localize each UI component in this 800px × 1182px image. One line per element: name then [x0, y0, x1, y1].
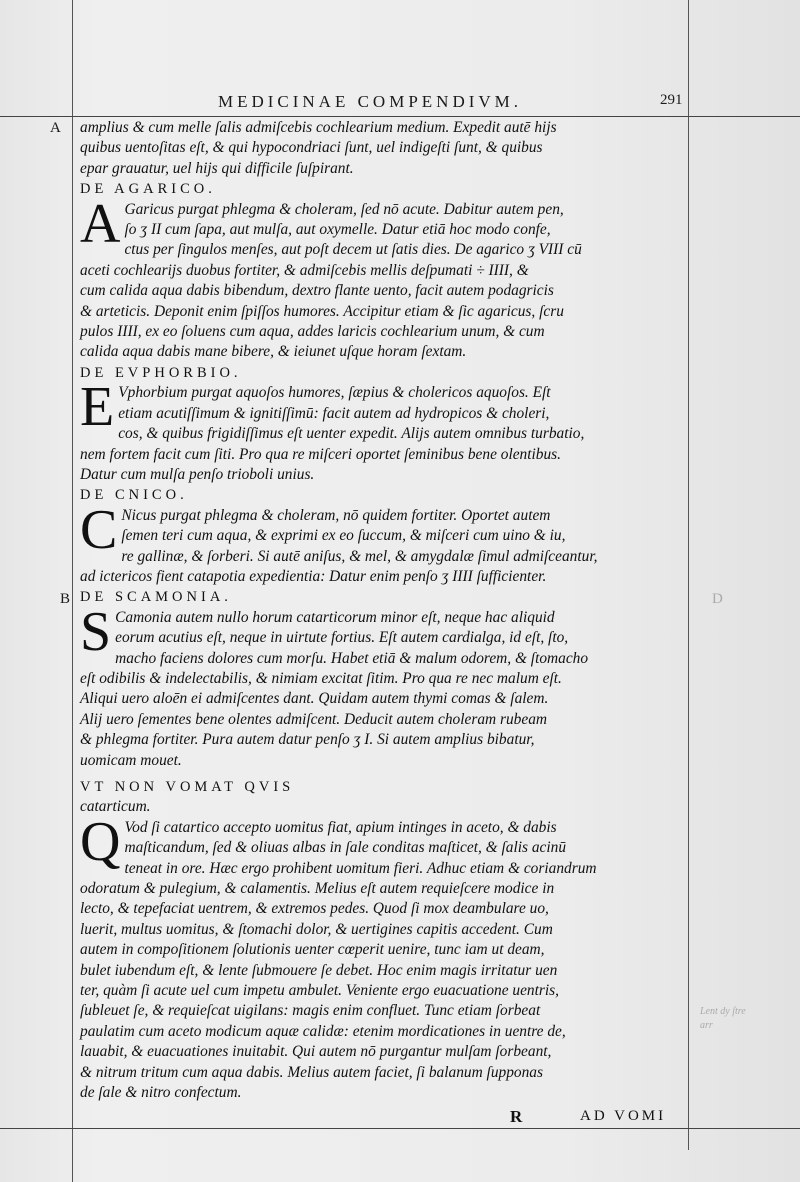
text-line: Garicus purgat phlegma & choleram, ſed nō acute. Dabitur autem pen, — [124, 200, 564, 218]
text-line: cum calida aqua dabis bibendum, dextro flante uento, facit autem podagricis — [80, 282, 554, 300]
drop-cap-initial: A — [80, 192, 121, 255]
text-line: Alij uero ſementes bene olentes admiſcent. Deducit autem choleram rubeam — [80, 710, 548, 728]
text-line: Nicus purgat phlegma & choleram, nō quidem fortiter. Oportet autem — [121, 506, 551, 524]
text-line: pulos IIII, ex eo ſoluens cum aqua, addes laricis cochlearium unum, & cum — [80, 323, 545, 341]
catchword: AD VOMI — [580, 1108, 667, 1124]
text-line: & nitrum tritum cum aqua dabis. Melius autem faciet, ſi balanum ſupponas — [80, 1063, 543, 1081]
drop-cap-initial: S — [80, 600, 112, 663]
text-line: aceti cochlearijs duobus fortiter, & admiſcebis mellis deſpumati ÷ IIII, & — [80, 261, 529, 279]
margin-letter-b: B — [60, 591, 71, 607]
section-heading-euphorbio: DE EVPHORBIO. — [80, 364, 242, 381]
text-line: ter, quàm ſi acute uel cum impetu ambulet. Veniente ergo euacuatione uentris, — [80, 982, 559, 1000]
intro-line: amplius & cum melle ſalis admiſcebis cochlearium medium. Expedit autē hijs — [80, 119, 557, 136]
text-block — [80, 118, 680, 1104]
signature-mark: R — [510, 1107, 523, 1126]
section-heading-vomat: VT NON VOMAT QVIS — [80, 779, 295, 795]
left-frame-rule — [72, 0, 73, 1182]
text-line: maſticandum, ſed & oliuas albas in ſale conditas maſticet, & ſalis acinū — [124, 839, 567, 857]
text-line: bulet iubendum eſt, & lente ſubmouere ſe debet. Hoc enim magis irritatur uen — [80, 961, 558, 979]
text-line: Aliqui uero aloēn ei admiſcentes dant. Quidam autem thymi comas & ſalem. — [80, 690, 549, 708]
text-line: re gallinæ, & ſorberi. Si autē aniſus, & mel, & amygdalæ ſimul admiſceantur, — [121, 547, 598, 565]
header-rule — [0, 116, 800, 117]
show-through-text: Lent dy ſtre arr — [700, 1006, 746, 1031]
text-line: & phlegma fortiter. Pura autem datur penſo ʒ I. Si autem amplius bibatur, — [80, 731, 535, 749]
text-line: autem in compoſitionem ſolutionis uenter cœperit uenire, tunc iam ut deam, — [80, 941, 545, 959]
section-heading-cnico: DE CNICO. — [80, 487, 188, 504]
text-line: ſubleuet ſe, & requieſcat uigilans: magis enim confluet. Tunc etiam ſorbeat — [80, 1002, 541, 1020]
text-line: calida aqua dabis mane bibere, & ieiunet uſque horam ſextam. — [80, 343, 467, 361]
section-heading-scamonia: DE SCAMONIA. — [80, 589, 232, 606]
text-line: ſemen teri cum aqua, & exprimi ex eo ſuccum, & miſceri cum uino & iu, — [121, 527, 566, 545]
intro-line: quibus uentoſitas eſt, & qui hypocondriaci ſunt, uel indigeſti ſunt, & quibus — [80, 139, 543, 157]
footer-rule — [0, 1128, 800, 1129]
text-line: etiam acutiſſimum & ignitiſſimū: facit autem ad hydropicos & choleri, — [118, 404, 550, 422]
text-line: Datur cum mulſa penſo trioboli unius. — [80, 465, 315, 483]
text-line: Camonia autem nullo horum catarticorum minor eſt, neque hac aliquid — [115, 608, 555, 626]
section-cnico — [80, 498, 680, 588]
drop-cap-initial: Q — [80, 810, 121, 873]
text-line: eſt odibilis & indelectabilis, & nimiam excitat ſitim. Pro qua re nec malum eſt. — [80, 669, 562, 687]
text-line: uomicam mouet. — [80, 751, 182, 769]
margin-letter-a: A — [50, 120, 61, 136]
text-line: Vphorbium purgat aquoſos humores, ſæpius & cholericos aquoſos. Eſt — [118, 384, 551, 402]
running-head: MEDICINAE COMPENDIVM. — [217, 92, 523, 111]
text-line: macho faciens dolores cum morſu. Habet etiā & malum odorem, & ſtomacho — [115, 649, 589, 667]
folio-number: 291 — [660, 92, 683, 108]
text-line: & arteticis. Deponit enim ſpiſſos humores. Accipitur etiam & ſic agaricus, ſcru — [80, 302, 564, 320]
text-line: ſo ʒ II cum ſapa, aut mulſa, aut oxymelle. Datur etiā hoc modo confe, — [124, 221, 551, 239]
text-line: lauabit, & euacuationes inuitabit. Qui autem nō purgantur mulſam ſorbeant, — [80, 1043, 552, 1061]
text-line: ad ictericos fient catapotia expedientia: Datur enim penſo ʒ IIII ſufficienter. — [80, 567, 547, 585]
text-line: ctus per ſingulos menſes, aut poſt decem ut ſatis dies. De agarico ʒ VIII cū — [124, 241, 582, 259]
section-scamonia — [80, 600, 680, 771]
text-line: luerit, multus uomitus, & ſtomachi dolor, & uertigines capitis accedent. Cum — [80, 920, 553, 938]
section-subheading: catarticum. — [80, 798, 151, 816]
text-line: de ſale & nitro confectum. — [80, 1084, 242, 1102]
text-line: teneat in ore. Hæc ergo prohibent uomitum fieri. Adhuc etiam & coriandrum — [124, 859, 597, 877]
section-heading-agarico: DE AGARICO. — [80, 181, 216, 198]
text-line: eorum acutius eſt, neque in uirtute fortius. Eſt autem cardialga, id eſt, ſto, — [115, 629, 569, 647]
section-agarico — [80, 192, 680, 363]
text-line: Vod ſi catartico accepto uomitus fiat, apium intinges in aceto, & dabis — [124, 818, 557, 836]
text-line: cos, & quibus frigidiſſimus eſt uenter expedit. Alijs autem omnibus turbatio, — [118, 425, 585, 443]
right-margin-mark: D — [712, 591, 723, 607]
text-line: odoratum & pulegium, & calamentis. Melius eſt autem requieſcere modice in — [80, 880, 555, 898]
drop-cap-initial: E — [80, 376, 115, 439]
section-vomat — [80, 810, 680, 1104]
right-frame-rule — [688, 0, 689, 1150]
section-euphorbio — [80, 376, 680, 485]
text-line: nem fortem facit cum ſiti. Pro qua re miſceri oportet ſeminibus bene olentibus. — [80, 445, 562, 463]
drop-cap-initial: C — [80, 498, 118, 561]
text-line: lecto, & tepefaciat uentrem, & extremos pedes. Quod ſi mox deambulare uo, — [80, 900, 549, 918]
intro-line: epar grauatur, uel hijs qui difficile ſuſpirant. — [80, 159, 354, 177]
text-line: paulatim cum aceto modicum aquæ calidæ: etenim mordicationes in uentre de, — [80, 1022, 566, 1040]
